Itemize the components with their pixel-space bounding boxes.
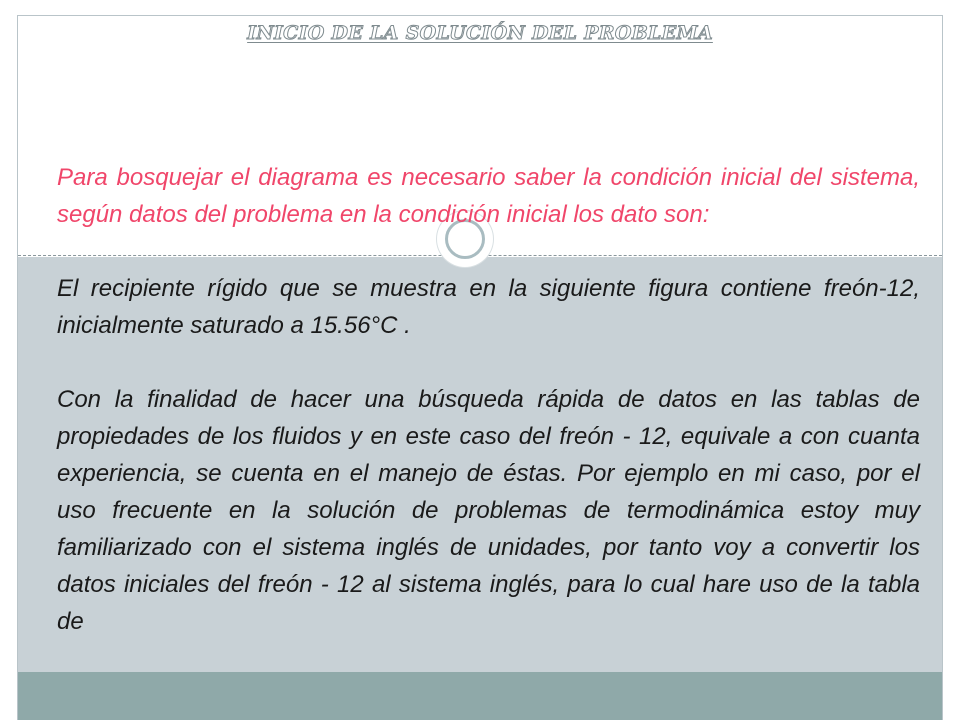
intro-paragraph: Para bosquejar el diagrama es necesario saber la condición inicial del sistema, según datos del problema en la condición inicial los dato son: (57, 164, 920, 228)
bottom-band (18, 672, 942, 720)
method-paragraph: Con la finalidad de hacer una búsqueda rápida de datos en las tablas de propiedades de los fluidos y en este caso del freón - 12, equivale a con cuanta experiencia, se cuenta en el manejo de éstas. Por ejemplo en mi caso, por el uso frecuente en la solución de problemas de termodinámica estoy muy familiarizado con el sistema inglés de unidades, por tanto voy a convertir los datos iniciales del freón - 12 al sistema inglés, para lo cual hare uso de la tabla de (57, 386, 920, 635)
container-paragraph: El recipiente rígido que se muestra en la siguiente figura contiene freón-12, inicialmente saturado a 15.56°C . (57, 275, 920, 339)
slide-body (57, 159, 920, 677)
slide-title: INICIO DE LA SOLUCIÓN DEL PROBLEMA (247, 22, 713, 44)
